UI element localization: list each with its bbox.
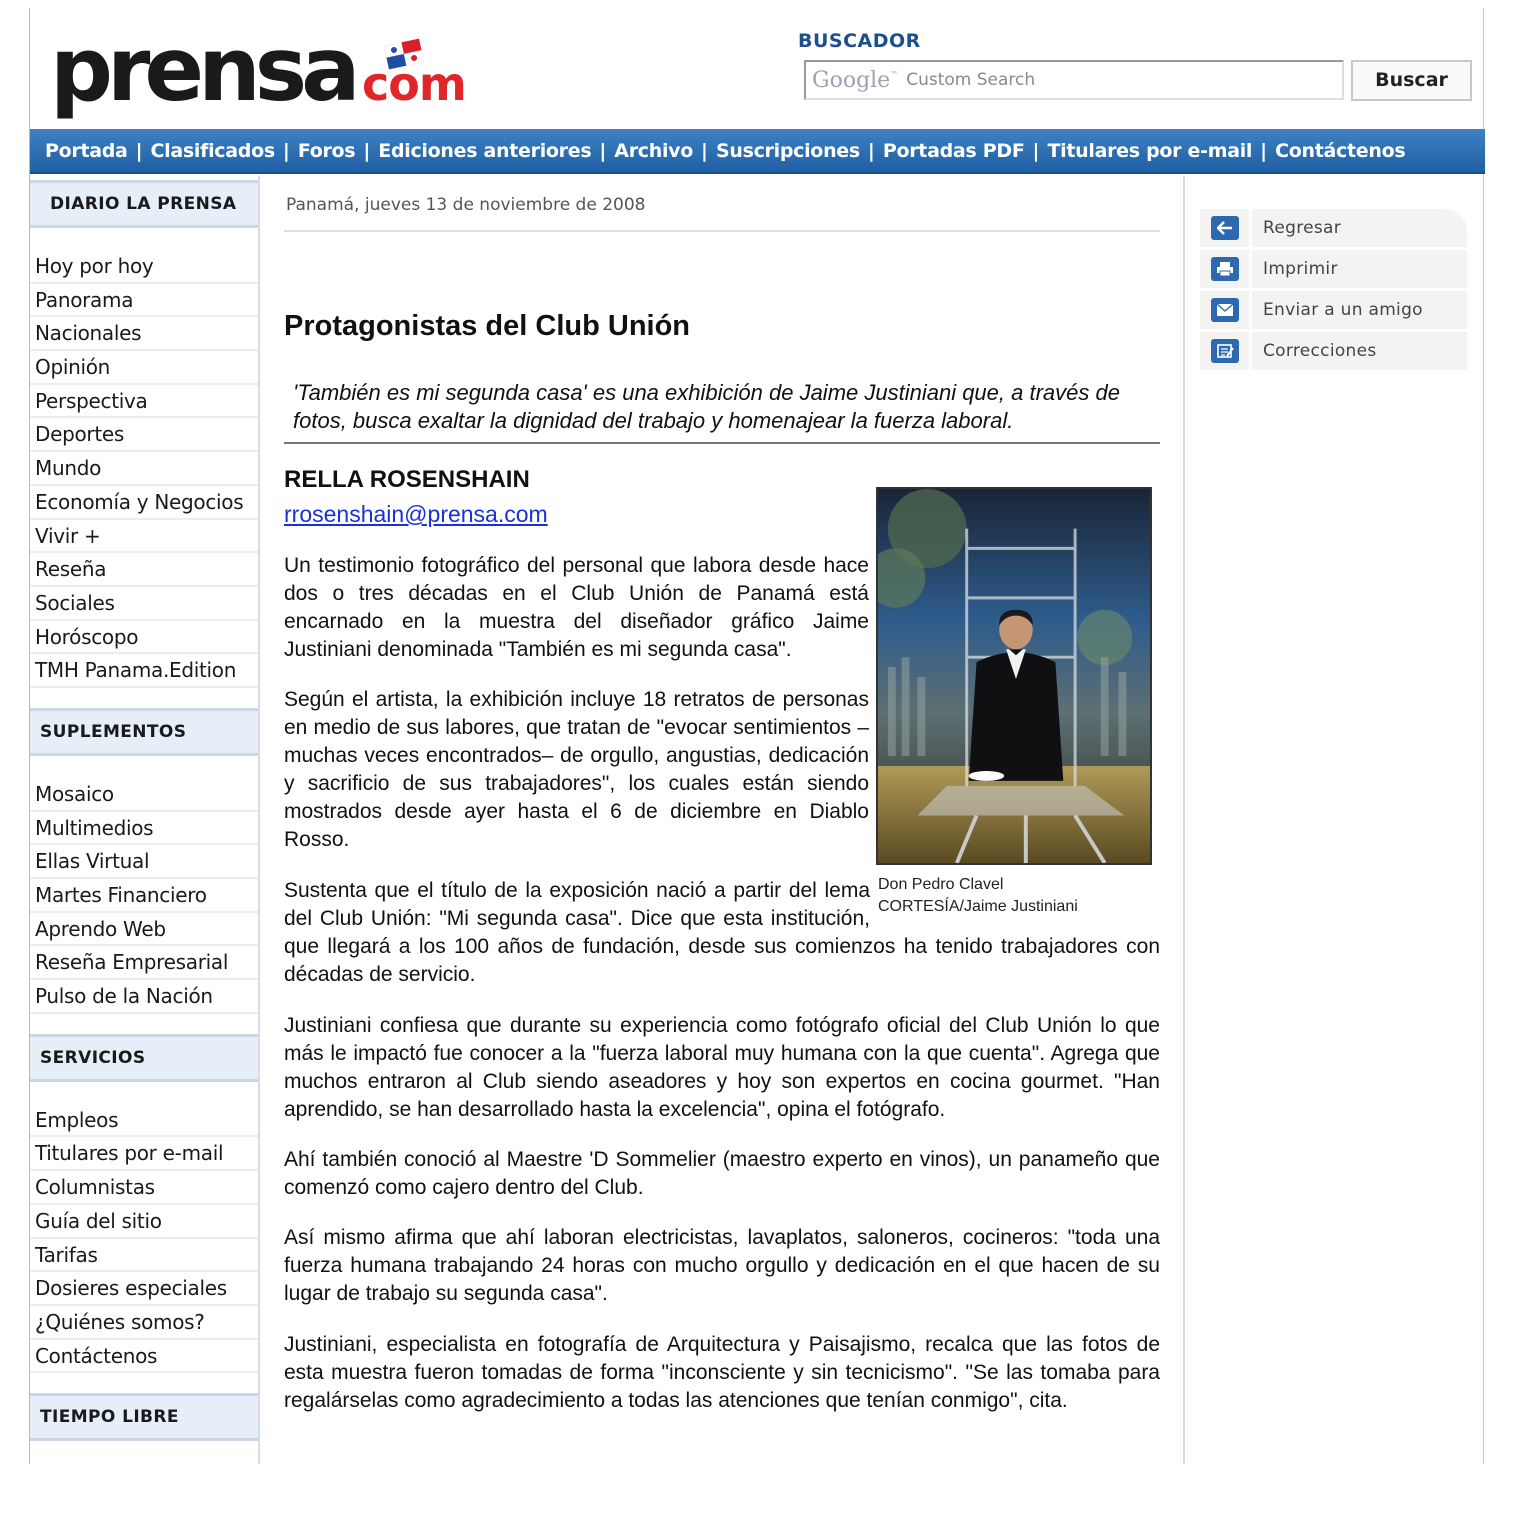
- nav-separator: |: [867, 139, 875, 162]
- article-paragraph: Así mismo afirma que ahí laboran electricistas, lavaplatos, saloneros, cocineros: "toda una fuerza humana trabajando 24 horas con mucho orgullo y dedicación en el que hacen de su lugar de trabajo su segunda casa".: [284, 1226, 1160, 1305]
- sidebar-item-servicios[interactable]: Titulares por e-mail: [30, 1137, 258, 1171]
- search-label: BUSCADOR: [798, 30, 921, 52]
- sidebar-item-suplementos[interactable]: Ellas Virtual: [30, 845, 258, 879]
- sidebar-list-suplementos: [30, 778, 258, 1014]
- article-paragraph: Sustenta que el título de la exposición nació a partir del lema del Club Unión: "Mi segunda casa". Dice que esta institución, que llegará a los 100 años de fundación, desde sus comienzos ha tenido trabajadores con décadas de servicio.: [284, 879, 1160, 986]
- topnav-item-portadas-pdf[interactable]: Portadas PDF: [882, 139, 1025, 162]
- sidebar-spacer: [30, 1082, 258, 1104]
- sidebar-item-diario[interactable]: Perspectiva: [30, 385, 258, 419]
- sidebar-item-suplementos[interactable]: Mosaico: [30, 778, 258, 812]
- sidebar-item-suplementos[interactable]: Multimedios: [30, 812, 258, 846]
- nav-separator: |: [363, 139, 371, 162]
- article-paragraph: Justiniani, especialista en fotografía de Arquitectura y Paisajismo, recalca que las fotos de esta muestra fueron tomadas de forma "inconsciente y sin tecnicismo". "Se las tomaba para regalárselas como agradecimiento a todas las atenciones que tenían conmigo", cita.: [284, 1333, 1160, 1412]
- sidebar-item-diario[interactable]: Vivir +: [30, 520, 258, 554]
- nav-separator: |: [1032, 139, 1040, 162]
- sidebar-item-servicios[interactable]: Contáctenos: [30, 1340, 258, 1374]
- sidebar-item-diario[interactable]: Hoy por hoy: [30, 250, 258, 284]
- sidebar-heading-tiempo-libre: TIEMPO LIBRE: [30, 1393, 258, 1441]
- tool-icon-cell: [1200, 250, 1252, 288]
- article-photo-figure: [876, 487, 1152, 918]
- printer-icon: [1211, 257, 1239, 281]
- sidebar-item-diario[interactable]: Panorama: [30, 284, 258, 318]
- tool-icon-cell: [1200, 291, 1252, 329]
- right-sidebar: [1183, 176, 1485, 1464]
- sidebar-item-servicios[interactable]: Empleos: [30, 1104, 258, 1138]
- tool-enviar[interactable]: [1200, 291, 1467, 329]
- author-name: RELLA ROSENSHAIN: [284, 466, 530, 493]
- sidebar-heading-servicios: SERVICIOS: [30, 1034, 258, 1082]
- sidebar-item-diario[interactable]: Deportes: [30, 418, 258, 452]
- sidebar-heading-suplementos: SUPLEMENTOS: [30, 708, 258, 756]
- nav-separator: |: [701, 139, 708, 162]
- tool-imprimir[interactable]: [1200, 250, 1467, 288]
- divider: [284, 230, 1160, 232]
- sidebar-item-suplementos[interactable]: Pulso de la Nación: [30, 980, 258, 1014]
- sidebar-item-diario[interactable]: Horóscopo: [30, 621, 258, 655]
- search-button[interactable]: Buscar: [1351, 60, 1472, 101]
- topnav-item-portada[interactable]: Portada: [45, 139, 128, 162]
- nav-separator: |: [599, 139, 607, 162]
- tool-correcciones[interactable]: [1200, 332, 1467, 370]
- sidebar-item-suplementos[interactable]: Martes Financiero: [30, 879, 258, 913]
- article-paragraph-wrap: [284, 877, 1160, 989]
- search-placeholder: Custom Search: [906, 70, 1036, 90]
- sidebar-item-diario[interactable]: Economía y Negocios: [30, 486, 258, 520]
- page-frame: [29, 8, 1484, 1464]
- tool-label: Imprimir: [1263, 259, 1338, 279]
- nav-separator: |: [1260, 139, 1268, 162]
- tool-label: Enviar a un amigo: [1263, 300, 1423, 320]
- caption-subject: Don Pedro Clavel: [878, 876, 1004, 893]
- top-navigation: [30, 129, 1485, 174]
- tool-label: Regresar: [1263, 218, 1342, 238]
- topnav-item-archivo[interactable]: Archivo: [614, 139, 694, 162]
- article-photo[interactable]: [876, 487, 1152, 865]
- topnav-item-foros[interactable]: Foros: [297, 139, 356, 162]
- sidebar-spacer: [30, 756, 258, 778]
- sidebar-item-servicios[interactable]: Guía del sitio: [30, 1205, 258, 1239]
- topnav-item-titulares-por-e-mail[interactable]: Titulares por e-mail: [1047, 139, 1253, 162]
- sidebar-spacer: [30, 688, 258, 708]
- topnav-item-clasificados[interactable]: Clasificados: [150, 139, 275, 162]
- sidebar-item-suplementos[interactable]: Reseña Empresarial: [30, 946, 258, 980]
- sidebar-item-servicios[interactable]: Dosieres especiales: [30, 1272, 258, 1306]
- tool-label: Correcciones: [1263, 341, 1377, 361]
- sidebar-list-diario: [30, 250, 258, 688]
- divider: [284, 442, 1160, 444]
- sidebar-spacer: [30, 1373, 258, 1393]
- topnav-item-suscripciones[interactable]: Suscripciones: [715, 139, 860, 162]
- article-paragraph: Un testimonio fotográfico del personal que labora desde hace dos o tres décadas en el Club Unión de Panamá está encarnado en la muestra del diseñador gráfico Jaime Justiniani denominada "También es mi segunda casa".: [284, 554, 869, 661]
- logo-dotcom: com: [362, 57, 466, 111]
- sidebar-item-servicios[interactable]: Columnistas: [30, 1171, 258, 1205]
- article-tools: [1200, 209, 1467, 373]
- caption-credit: CORTESÍA/Jaime Justiniani: [878, 898, 1078, 915]
- article-lead: 'También es mi segunda casa' es una exhibición de Jaime Justiniani que, a través de fotos, busca exaltar la dignidad del trabajo y homenajear la fuerza laboral.: [293, 380, 1120, 433]
- sidebar-item-servicios[interactable]: ¿Quiénes somos?: [30, 1306, 258, 1340]
- caption-float-spacer: [870, 877, 1160, 933]
- logo-wordmark: prensa: [50, 18, 355, 121]
- tool-icon-cell: [1200, 209, 1252, 247]
- left-sidebar: [30, 176, 260, 1464]
- sidebar-item-servicios[interactable]: Tarifas: [30, 1239, 258, 1273]
- nav-separator: |: [135, 139, 143, 162]
- sidebar-item-diario[interactable]: Nacionales: [30, 317, 258, 351]
- sidebar-item-diario[interactable]: Opinión: [30, 351, 258, 385]
- google-logo: Google: [812, 67, 891, 93]
- sidebar-item-diario[interactable]: Sociales: [30, 587, 258, 621]
- sidebar-item-diario[interactable]: TMH Panama.Edition: [30, 654, 258, 688]
- back-arrow-icon: [1211, 216, 1239, 240]
- sidebar-list-servicios: [30, 1104, 258, 1374]
- topnav-item-ediciones-anteriores[interactable]: Ediciones anteriores: [378, 139, 592, 162]
- search-input[interactable]: [804, 60, 1344, 100]
- article-paragraph: Justiniani confiesa que durante su experiencia como fotógrafo oficial del Club Unión lo que más le impactó fue conocer a la "fuerza laboral muy humana con la que cuenta". Agrega que muchos entraron al Club siendo aseadores y hoy son expertos en cocina gourmet. "Han aprendido, se han desarrollado hasta la excelencia", opina el fotógrafo.: [284, 1014, 1160, 1121]
- prensa-logo[interactable]: [50, 20, 470, 120]
- topnav-item-contáctenos[interactable]: Contáctenos: [1275, 139, 1406, 162]
- article-paragraph: Según el artista, la exhibición incluye 18 retratos de personas en medio de sus labores, que tratan de "evocar sentimientos –muchas veces encontrados– de orgullo, angustias, dedicación y sacrificio de sus trabajadores", los cuales están siendo mostrados desde ayer hasta el 6 de diciembre en Diablo Rosso.: [284, 688, 869, 851]
- corrections-icon: [1211, 339, 1239, 363]
- sidebar-item-suplementos[interactable]: Aprendo Web: [30, 913, 258, 947]
- dateline: Panamá, jueves 13 de noviembre de 2008: [286, 195, 646, 215]
- sidebar-item-diario[interactable]: Mundo: [30, 452, 258, 486]
- envelope-icon: [1211, 298, 1239, 322]
- article-paragraph: Ahí también conoció al Maestre 'D Sommelier (maestro experto en vinos), un panameño que comenzó como cajero dentro del Club.: [284, 1148, 1160, 1199]
- sidebar-heading-diario: DIARIO LA PRENSA: [30, 180, 258, 228]
- nav-separator: |: [282, 139, 290, 162]
- tool-regresar[interactable]: [1200, 209, 1467, 247]
- sidebar-spacer: [30, 228, 258, 250]
- author-email-link[interactable]: rrosenshain@prensa.com: [284, 501, 548, 527]
- google-trademark: ™: [890, 69, 899, 79]
- article-headline: Protagonistas del Club Unión: [284, 310, 691, 342]
- tool-icon-cell: [1200, 332, 1252, 370]
- sidebar-spacer: [30, 1014, 258, 1034]
- sidebar-item-diario[interactable]: Reseña: [30, 553, 258, 587]
